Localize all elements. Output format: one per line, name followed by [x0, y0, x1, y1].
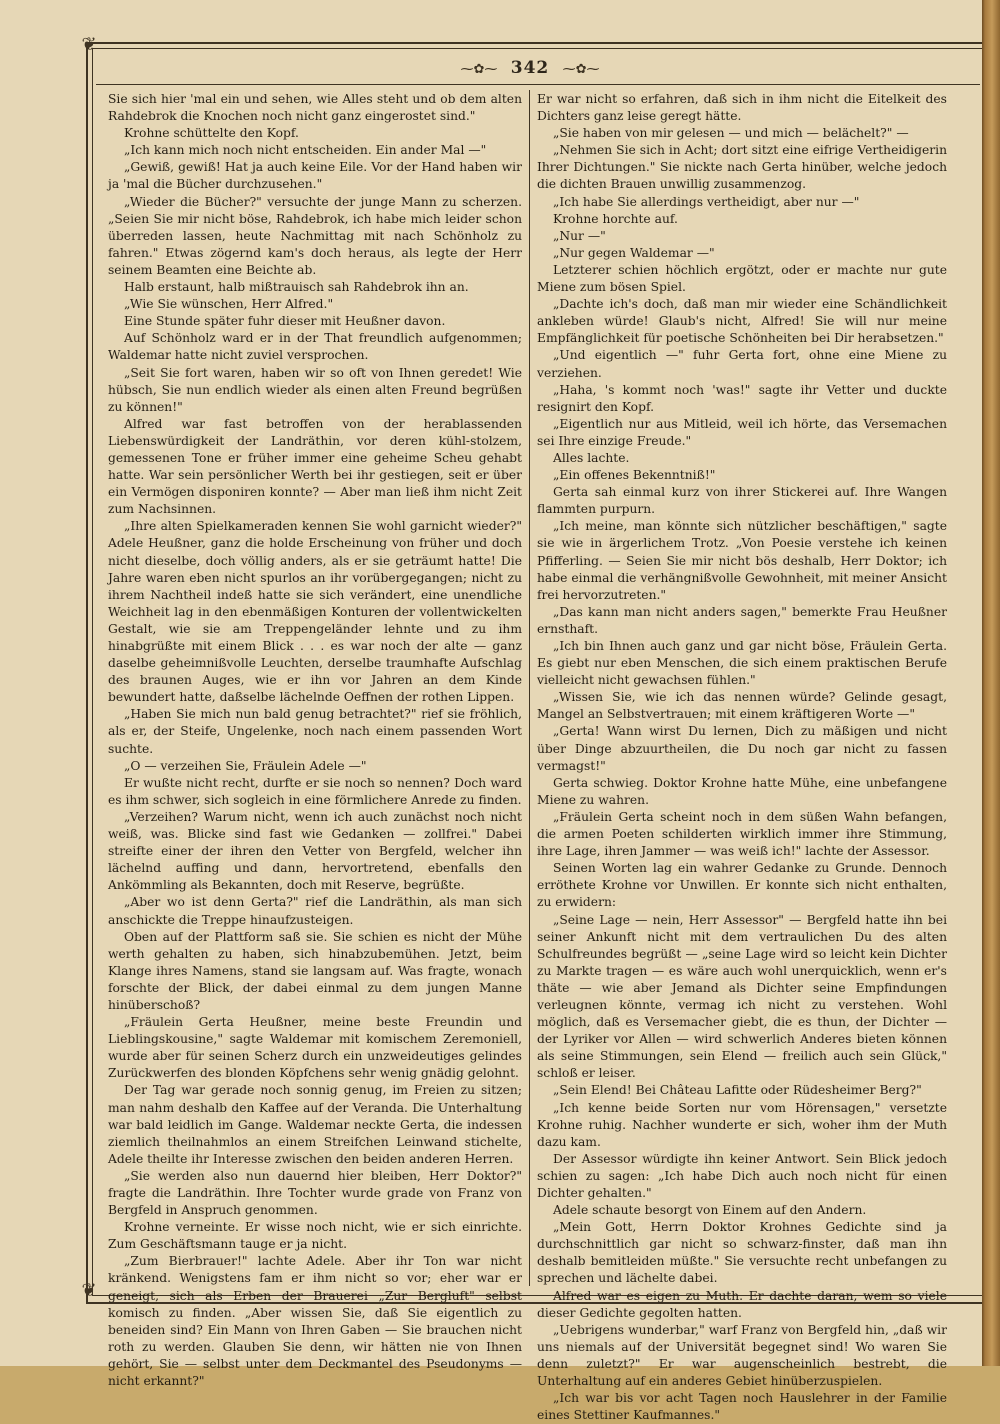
paragraph: „Seine Lage — nein, Herr Assessor" — Bergfeld hatte ihn bei seiner Ankunft nicht mit dem vertraulichen Du des alten Schulfreundes begrüßt — „seine Lage wird so leicht kein Dichter zu Markte tragen — es wäre auch wohl unerquicklich, wenn er's thäte — wie aber Jemand als Dichter seine Empfindungen verleugnen könnte, vermag ich nicht zu verstehen. Wohl möglich, daß es Versemacher giebt, die es thun, der Dichter — der Lyriker vor Allen — wird schwerlich Anderes bieten können als seine Stimmungen, sein Elend — freilich auch sein Glück," schloß er leiser. — [537, 912, 947, 1081]
paragraph: „Wissen Sie, wie ich das nennen würde? Gelinde gesagt, Mangel an Selbstvertrauen; mit einem kräftigeren Worte —" — [537, 690, 947, 722]
paragraph: „Ich bin Ihnen auch ganz und gar nicht böse, Fräulein Gerta. Es giebt nur eben Menschen, die sich einem praktischen Berufe vielleicht nicht gewachsen fühlen." — [537, 639, 947, 688]
paragraph: „Zum Bierbrauer!" lachte Adele. Aber ihr Ton war nicht kränkend. Wenigstens fam er ihm nicht so vor; eher war er geneigt, sich als Erben der Brauerei „Zur Bergluft" selbst komisch zu finden. „Aber wissen Sie, daß Sie eigentlich zu beneiden sind? Ein Mann von Ihren Gaben — Sie brauchen nicht roth zu werden. Glauben Sie denn, wir hätten nie von Ihnen gehört, Sie — selbst unter dem Deckmantel des Pseudonyms — nicht erkannt?" — [108, 1254, 522, 1389]
corner-ornament-top-icon: ❦ — [81, 34, 97, 55]
header-rule — [96, 84, 980, 85]
paragraph: „Haha, 's kommt noch 'was!" sagte ihr Vetter und duckte resignirt den Kopf. — [537, 382, 947, 414]
paragraph: „Verzeihen? Warum nicht, wenn ich auch zunächst noch nicht weiß, was. Blicke sind fast wie Gedanken — zollfrei." Dabei streifte einer der ihren den Vetter von Bergfeld, welcher ihn lächelnd auffing und dann, hervortretend, ebenfalls den Ankömmling als Bekannten, doch mit Reserve, begrüßte. — [108, 809, 522, 893]
paragraph: „Haben Sie mich nun bald genug betrachtet?" rief sie fröhlich, als er, der Steife, Ungelenke, noch nach einem passenden Wort suchte. — [108, 707, 522, 756]
paragraph: „Seit Sie fort waren, haben wir so oft von Ihnen geredet! Wie hübsch, Sie nun endlich wieder als einen alten Freund begrüßen zu können!" — [108, 365, 522, 414]
paragraph: „Fräulein Gerta Heußner, meine beste Freundin und Lieblingskousine," sagte Waldemar mit komischem Zeremoniell, wurde aber für seinen Scherz durch ein unzweideutiges gelindes Zurückwerfen des blonden Köpfchens sehr wenig gnädig gelohnt. — [108, 1015, 522, 1081]
paragraph: Er war nicht so erfahren, daß sich in ihm nicht die Eitelkeit des Dichters ganz leise geregt hätte. — [537, 92, 947, 124]
header-ornament-left-icon: ⁓✿⁓ — [460, 62, 498, 77]
paragraph: Alfred war es eigen zu Muth. Er dachte daran, wem so viele dieser Gedichte gegolten hatten. — [537, 1288, 947, 1320]
paragraph: „Ich kann mich noch nicht entscheiden. Ein ander Mal —" — [123, 143, 487, 158]
paragraph: „Nur gegen Waldemar —" — [552, 245, 715, 260]
paragraph: Letzterer schien höchlich ergötzt, oder er machte nur gute Miene zum bösen Spiel. — [537, 262, 947, 295]
paragraph: „Ihre alten Spielkameraden kennen Sie wohl garnicht wieder?" Adele Heußner, ganz die holde Erscheinung von früher und doch nicht dieselbe, doch völlig anders, als er sie geträumt hatte! Die Jahre waren eben nicht spurlos an ihr vorübergegangen; nicht zu ihrem Nachtheil indeß hatte sie sich verändert, eine unendliche Weichheit lag in den ebenmäßigen Konturen der vollentwickelten Gestalt, wie sie am Treppengeländer lehnte und zu ihm hinabgrüßte mit einem Blick . . . es war noch der alte — ganz daselbe geheimnißvolle Leuchten, derselbe traumhafte Aufschlag des braunen Auges, wie er ihn vor Jahren an dem Kinde bewundert hatte, daßselbe lächelnde Oeffnen der rothen Lippen. — [108, 519, 522, 705]
paragraph: Sie sich hier 'mal ein und sehen, wie Alles steht und ob dem alten Rahdebrok die Knochen noch nicht ganz eingerostet sind." — [108, 92, 522, 124]
paragraph: Seinen Worten lag ein wahrer Gedanke zu Grunde. Dennoch erröthete Krohne vor Unwillen. Er konnte sich nicht enthalten, zu erwidern: — [537, 861, 947, 910]
paragraph: Krohne horchte auf. — [552, 211, 678, 226]
paragraph: Der Assessor würdigte ihn keiner Antwort. Sein Blick jedoch schien zu sagen: „Ich habe Dich auch noch nicht für einen Dichter gehalten." — [537, 1151, 947, 1200]
paragraph: Halb erstaunt, halb mißtrauisch sah Rahdebrok ihn an. — [123, 280, 469, 295]
paragraph: „Ich habe Sie allerdings vertheidigt, aber nur —" — [552, 194, 860, 209]
paragraph: „Gerta! Wann wirst Du lernen, Dich zu mäßigen und nicht über Dinge abzuurtheilen, die Du noch gar nicht zu fassen vermagst!" — [537, 724, 947, 773]
paragraph: Alles lachte. — [552, 450, 630, 465]
paragraph: „O — verzeihen Sie, Fräulein Adele —" — [123, 758, 367, 773]
paragraph: „Mein Gott, Herrn Doktor Krohnes Gedichte sind ja durchschnittlich gar nicht so schwarz-finster, daß man ihn deshalb bemitleiden müßte." Sie versuchte recht unbefangen zu sprechen und lächelte dabei. — [537, 1220, 947, 1286]
paragraph: „Aber wo ist denn Gerta?" rief die Landräthin, als man sich anschickte die Treppe hinaufzusteigen. — [108, 895, 522, 927]
page-header — [400, 56, 660, 80]
paragraph: Eine Stunde später fuhr dieser mit Heußner davon. — [123, 314, 446, 329]
paragraph: Er wußte nicht recht, durfte er sie noch so nennen? Doch ward es ihm schwer, sich sogleich in eine förmlichere Anrede zu finden. — [108, 775, 522, 807]
right-column — [537, 91, 947, 1423]
paragraph: „Das kann man nicht anders sagen," bemerkte Frau Heußner ernsthaft. — [537, 604, 947, 636]
paragraph: „Wieder die Bücher?" versuchte der junge Mann zu scherzen. „Seien Sie mir nicht böse, Rahdebrok, ich habe mich leider schon überreden lassen, heute Nachmittag mit nach Schönholz zu fahren." Etwas zögernd kam's doch heraus, als legte der Herr seinem Beamten eine Beichte ab. — [108, 194, 522, 277]
paragraph: „Sein Elend! Bei Château Lafitte oder Rüdesheimer Berg?" — [552, 1083, 922, 1098]
paragraph: Der Tag war gerade noch sonnig genug, im Freien zu sitzen; man nahm deshalb den Kaffee auf der Veranda. Die Unterhaltung war bald leidlich im Gange. Waldemar neckte Gerta, die indessen ziemlich theilnahmlos an einem Streifchen Leinwand stichelte, Adele theilte ihr Interesse zwischen den beiden anderen Herren. — [108, 1083, 522, 1166]
paragraph: „Ich war bis vor acht Tagen noch Hauslehrer in der Familie eines Stettiner Kaufmannes." — [537, 1391, 947, 1423]
paragraph: „Eigentlich nur aus Mitleid, weil ich hörte, das Versemachen sei Ihre einzige Freude." — [537, 416, 947, 448]
paragraph: „Und eigentlich —" fuhr Gerta fort, ohne eine Miene zu verziehen. — [537, 348, 947, 380]
paragraph: „Sie werden also nun dauernd hier bleiben, Herr Doktor?" fragte die Landräthin. Ihre Tochter wurde grade von Franz von Bergfeld in Anspruch genommen. — [108, 1168, 522, 1218]
paragraph: Krohne verneinte. Er wisse noch nicht, wie er sich einrichte. Zum Geschäftsmann tauge er ja nicht. — [108, 1220, 522, 1252]
paragraph: „Dachte ich's doch, daß man mir wieder eine Schändlichkeit ankleben würde! Glaub's nicht, Alfred! Sie will nur meine Empfänglichkeit für poetische Schönheiten bei Dir herabsetzen." — [537, 297, 947, 346]
paragraph: Krohne schüttelte den Kopf. — [123, 126, 299, 141]
page-number: 342 — [510, 58, 550, 78]
paragraph: „Wie Sie wünschen, Herr Alfred." — [123, 297, 334, 312]
corner-ornament-bottom-icon: ❦ — [81, 1280, 97, 1301]
header-ornament-right-icon: ⁓✿⁓ — [562, 62, 600, 77]
paragraph: „Uebrigens wunderbar," warf Franz von Bergfeld hin, „daß wir uns niemals auf der Universität begegnet sind! Wo waren Sie denn zuletzt?" Er war augenscheinlich bestrebt, die Unterhaltung auf ein anderes Gebiet hinüberzuspielen. — [537, 1322, 947, 1389]
column-divider — [529, 90, 530, 1286]
paragraph: Oben auf der Plattform saß sie. Sie schien es nicht der Mühe werth gehalten zu haben, sich hinabzubemühen. Jetzt, beim Klange ihres Namens, stand sie langsam auf. Was fragte, wonach forschte der Blick, der dabei einmal zu dem jungen Manne hinüberschoß? — [108, 929, 522, 1012]
next-page-edge — [982, 0, 1000, 1366]
paragraph: Adele schaute besorgt von Einem auf den Andern. — [552, 1203, 867, 1218]
paragraph: „Gewiß, gewiß! Hat ja auch keine Eile. Vor der Hand haben wir ja 'mal die Bücher durchzusehen." — [108, 160, 522, 192]
paragraph: „Ich kenne beide Sorten nur vom Hörensagen," versetzte Krohne ruhig. Nachher wunderte er sich, woher ihm der Muth dazu kam. — [537, 1100, 947, 1149]
paragraph: Alfred war fast betroffen von der herablassenden Liebenswürdigkeit der Landräthin, vor deren kühl-stolzem, gemessenen Tone er früher immer eine geheime Scheu gehabt hatte. War sein persönlicher Werth bei ihr gestiegen, seit er über ein Vermögen disponiren konnte? — Aber man ließ ihm nicht Zeit zum Nachsinnen. — [108, 416, 522, 517]
paragraph: „Ich meine, man könnte sich nützlicher beschäftigen," sagte sie wie in ärgerlichem Trotz. „Von Poesie verstehe ich keinen Pfifferling. — Seien Sie mir nicht bös deshalb, Herr Doktor; ich habe einmal die verhängnißvolle Gewohnheit, mit meiner Ansicht frei hervorzutreten." — [537, 519, 947, 602]
paragraph: „Sie haben von mir gelesen — und mich — belächelt?" — — [552, 126, 909, 141]
paragraph: Gerta sah einmal kurz von ihrer Stickerei auf. Ihre Wangen flammten purpurn. — [537, 485, 947, 517]
paragraph: „Nehmen Sie sich in Acht; dort sitzt eine eifrige Vertheidigerin Ihrer Dichtungen." Sie nickte nach Gerta hinüber, welche jedoch die dichten Brauen unwillig zusammenzog. — [537, 143, 947, 192]
paragraph: „Nur —" — [552, 228, 606, 243]
paragraph: „Fräulein Gerta scheint noch in dem süßen Wahn befangen, die armen Poeten schilderten wirklich immer ihre Stimmung, ihre Lage, ihren Jammer — was weiß ich!" lachte der Assessor. — [537, 809, 947, 859]
paragraph: „Ein offenes Bekenntniß!" — [552, 468, 716, 483]
paragraph: Gerta schwieg. Doktor Krohne hatte Mühe, eine unbefangene Miene zu wahren. — [537, 775, 947, 807]
paragraph: Auf Schönholz ward er in der That freundlich aufgenommen; Waldemar hatte nicht zuviel versprochen. — [108, 331, 522, 363]
left-column — [108, 91, 522, 1389]
